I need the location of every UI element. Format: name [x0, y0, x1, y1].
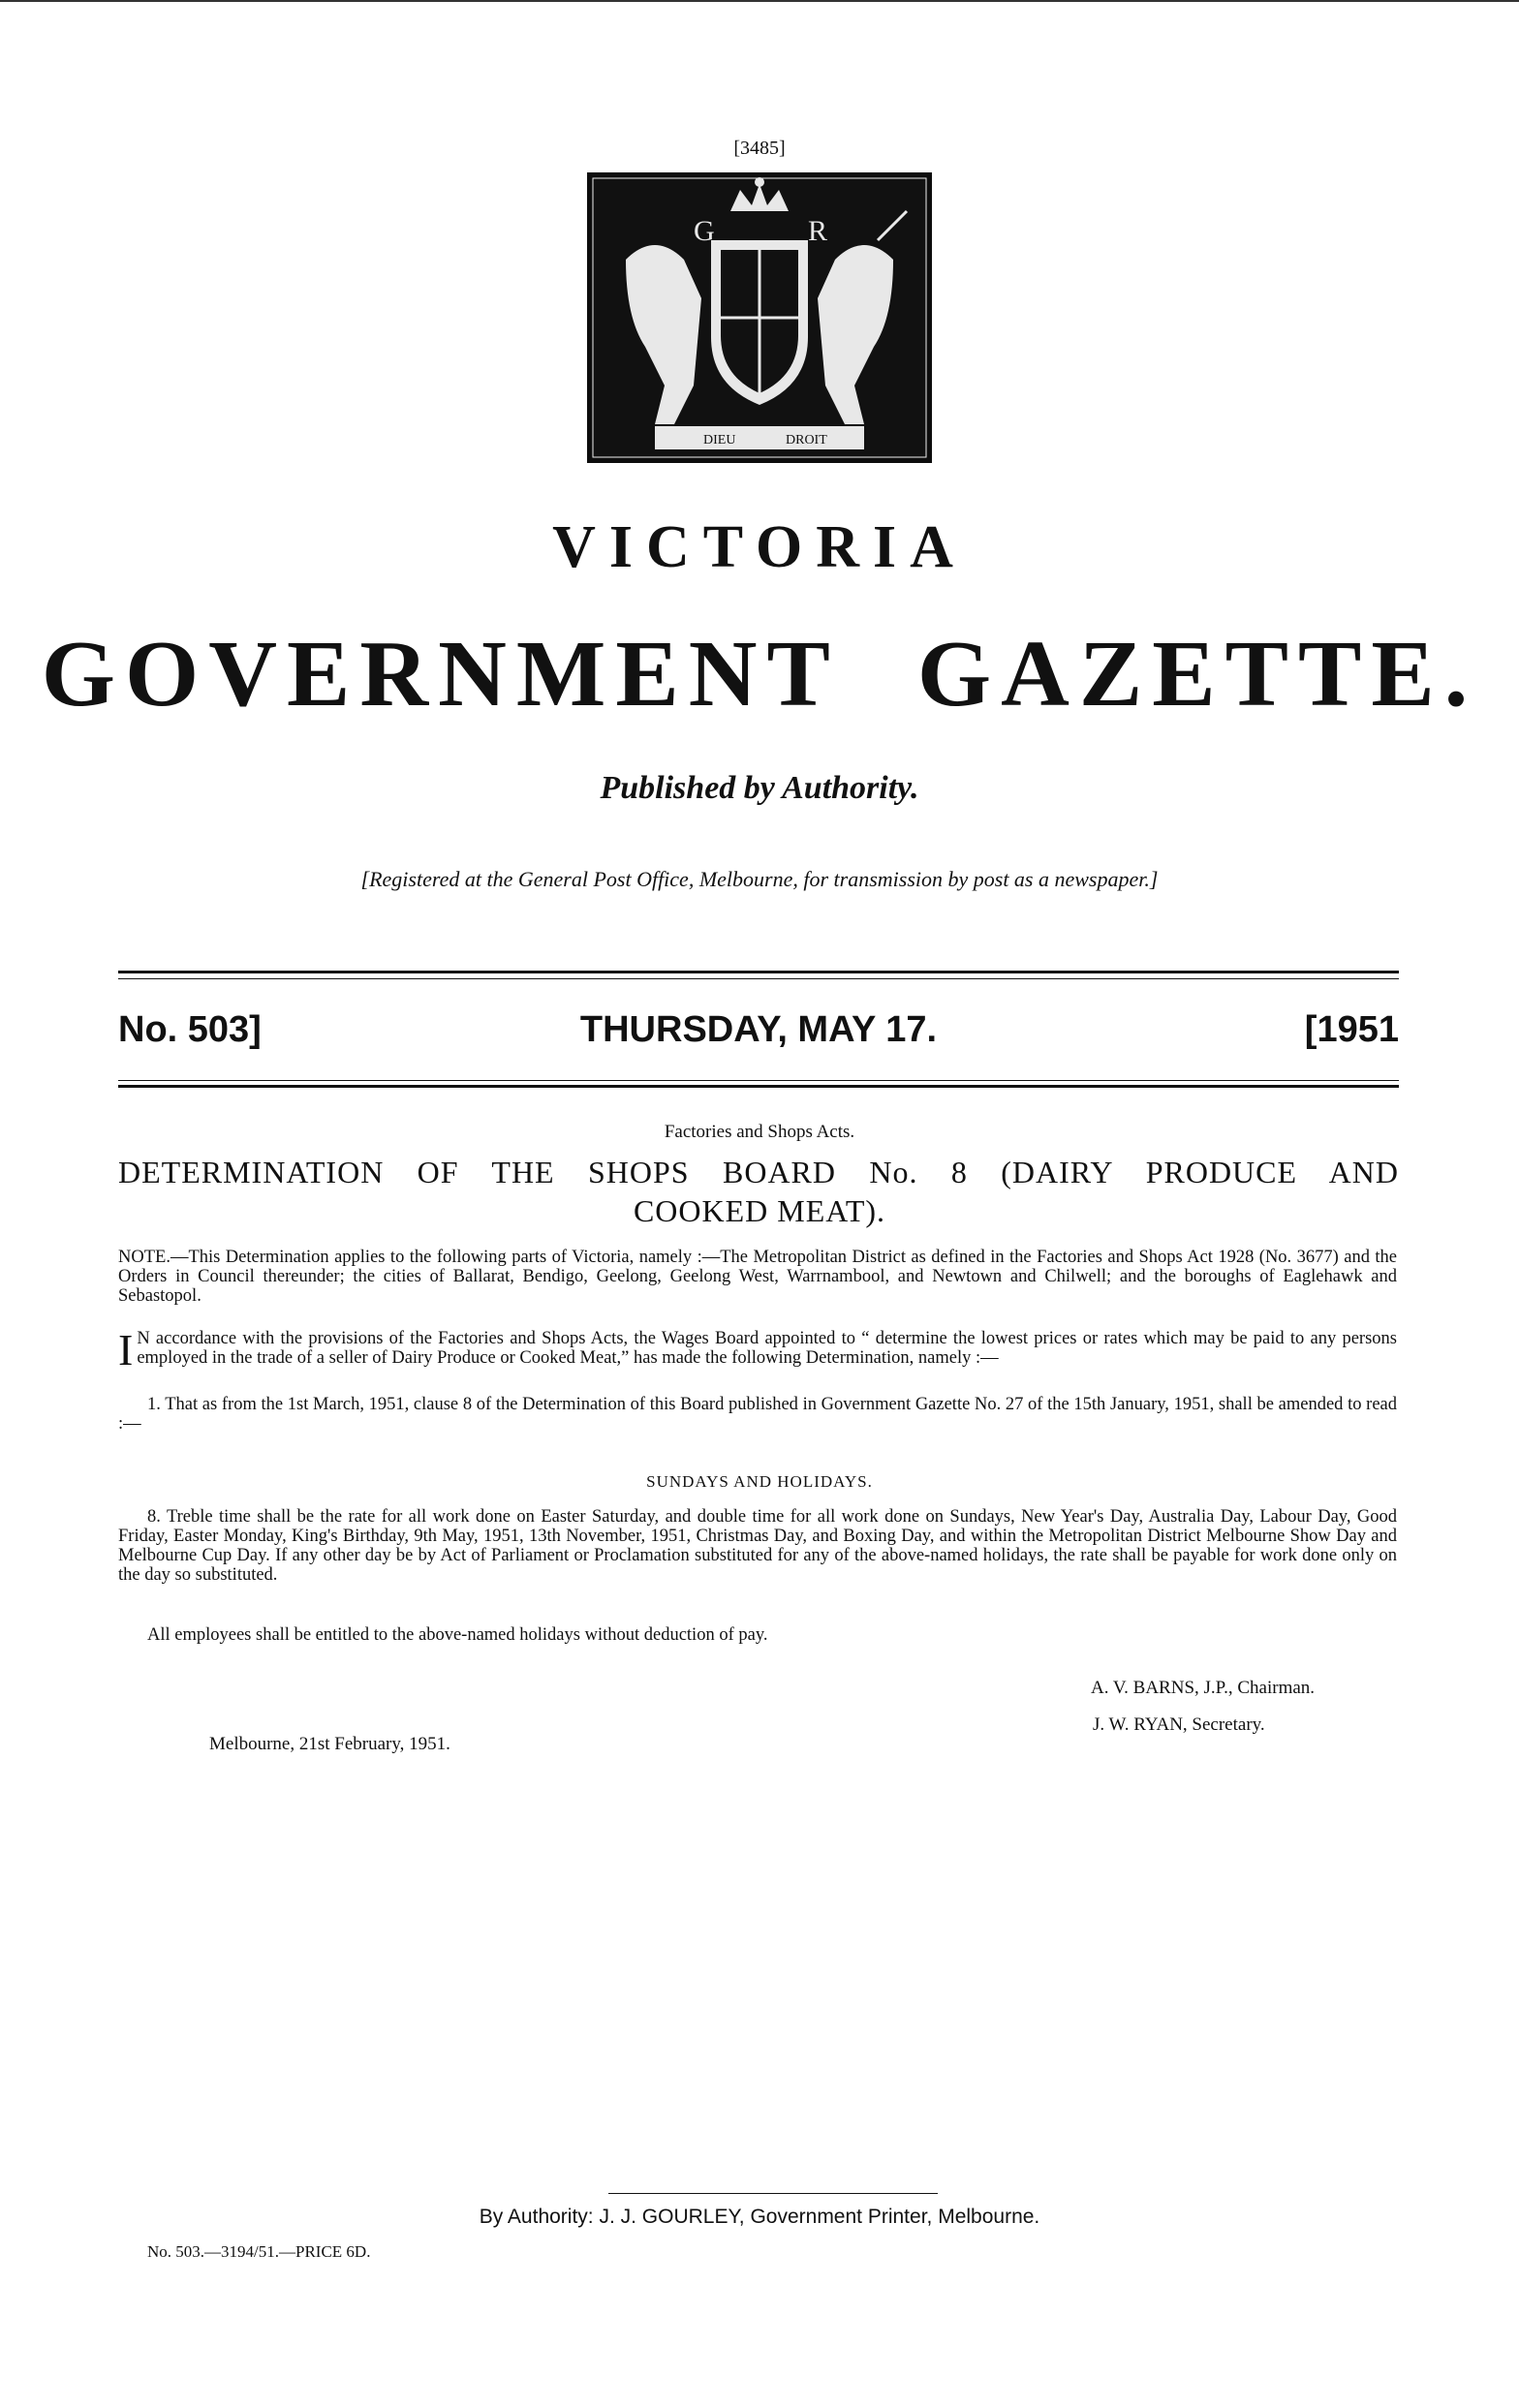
determination-title-line2: COOKED MEAT).	[633, 1193, 886, 1228]
crest-motto-left: DIEU	[703, 433, 736, 448]
drop-cap: I	[118, 1325, 134, 1374]
crest-letter-r: R	[808, 215, 828, 247]
issue-date: THURSDAY, MAY 17.	[579, 1009, 938, 1050]
section-heading: SUNDAYS AND HOLIDAYS.	[646, 1472, 873, 1491]
intro-text: N accordance with the provisions of the Factories and Shops Acts, the Wages Board appointed to “ determine the lowest prices or rates which may be paid to any persons employed in the trade of a seller of Dairy Produce or Cooked Meat,” has made the following Determination, namely :—	[137, 1329, 1397, 1368]
place-date: Melbourne, 21st February, 1951.	[209, 1734, 450, 1754]
published-by-authority: Published by Authority.	[600, 770, 919, 806]
acts-heading: Factories and Shops Acts.	[664, 1122, 855, 1142]
note-paragraph: NOTE.—This Determination applies to the following parts of Victoria, namely :—The Metropolitan District as defined in the Factories and Shops Act 1928 (No. 3677) and the Orders in Council thereunder; the cities of Ballarat, Bendigo, Geelong, Geelong West, Warrnambool, and Newtown and Chilwell; and the boroughs of Eaglehawk and Sebastopol.	[118, 1248, 1397, 1306]
printer-credit: By Authority: J. J. GOURLEY, Government Printer, Melbourne.	[479, 2206, 1040, 2228]
gazette-title-word2: GAZETTE.	[916, 622, 1478, 726]
issue-number: No. 503]	[118, 1009, 262, 1050]
chairman-signature: A. V. BARNS, J.P., Chairman.	[1091, 1678, 1316, 1698]
clause-1: 1. That as from the 1st March, 1951, clause 8 of the Determination of this Board published in Government Gazette No. 27 of the 15th January, 1951, shall be amended to read :—	[118, 1395, 1397, 1434]
determination-title-line1: DETERMINATION OF THE SHOPS BOARD No. 8 (DAIRY PRODUCE AND	[118, 1155, 1399, 1189]
footer-rule	[608, 2193, 938, 2194]
masthead	[118, 1009, 1399, 1067]
rule-bottom-thin	[118, 1080, 1399, 1081]
crest-motto-right: DROIT	[786, 433, 827, 448]
price-line: No. 503.—3194/51.—PRICE 6D.	[147, 2242, 371, 2261]
secretary-signature: J. W. RYAN, Secretary.	[1093, 1714, 1265, 1735]
state-title: VICTORIA	[552, 514, 967, 580]
rule-top-thin	[118, 978, 1399, 979]
crest-letter-g: G	[694, 215, 715, 247]
rule-bottom-thick	[118, 1085, 1399, 1088]
registration-notice: [Registered at the General Post Office, Melbourne, for transmission by post as a newspaper.]	[360, 867, 1159, 891]
clause-8: 8. Treble time shall be the rate for all work done on Easter Saturday, and double time for all work done on Sundays, New Year's Day, Australia Day, Labour Day, Good Friday, Easter Monday, King's Birthday, 9th May, 1951, 13th November, 1951, Christmas Day, and Boxing Day, and within the Metropolitan District Melbourne Show Day and Melbourne Cup Day. If any other day be by Act of Parliament or Proclamation substituted for any of the above-named holidays, the rate shall be payable for work done only on the day so substituted.	[118, 1507, 1397, 1585]
intro-paragraph	[118, 1325, 1397, 1374]
rule-top-thick	[118, 971, 1399, 973]
page-number: [3485]	[733, 138, 786, 159]
issue-year: [1951	[1304, 1009, 1399, 1050]
entitlement-paragraph: All employees shall be entitled to the above-named holidays without deduction of pay.	[147, 1625, 768, 1645]
royal-coat-of-arms	[587, 172, 932, 463]
top-border	[0, 0, 1519, 2]
gazette-title-word1: GOVERNMENT	[41, 622, 840, 726]
gazette-title	[0, 620, 1519, 728]
